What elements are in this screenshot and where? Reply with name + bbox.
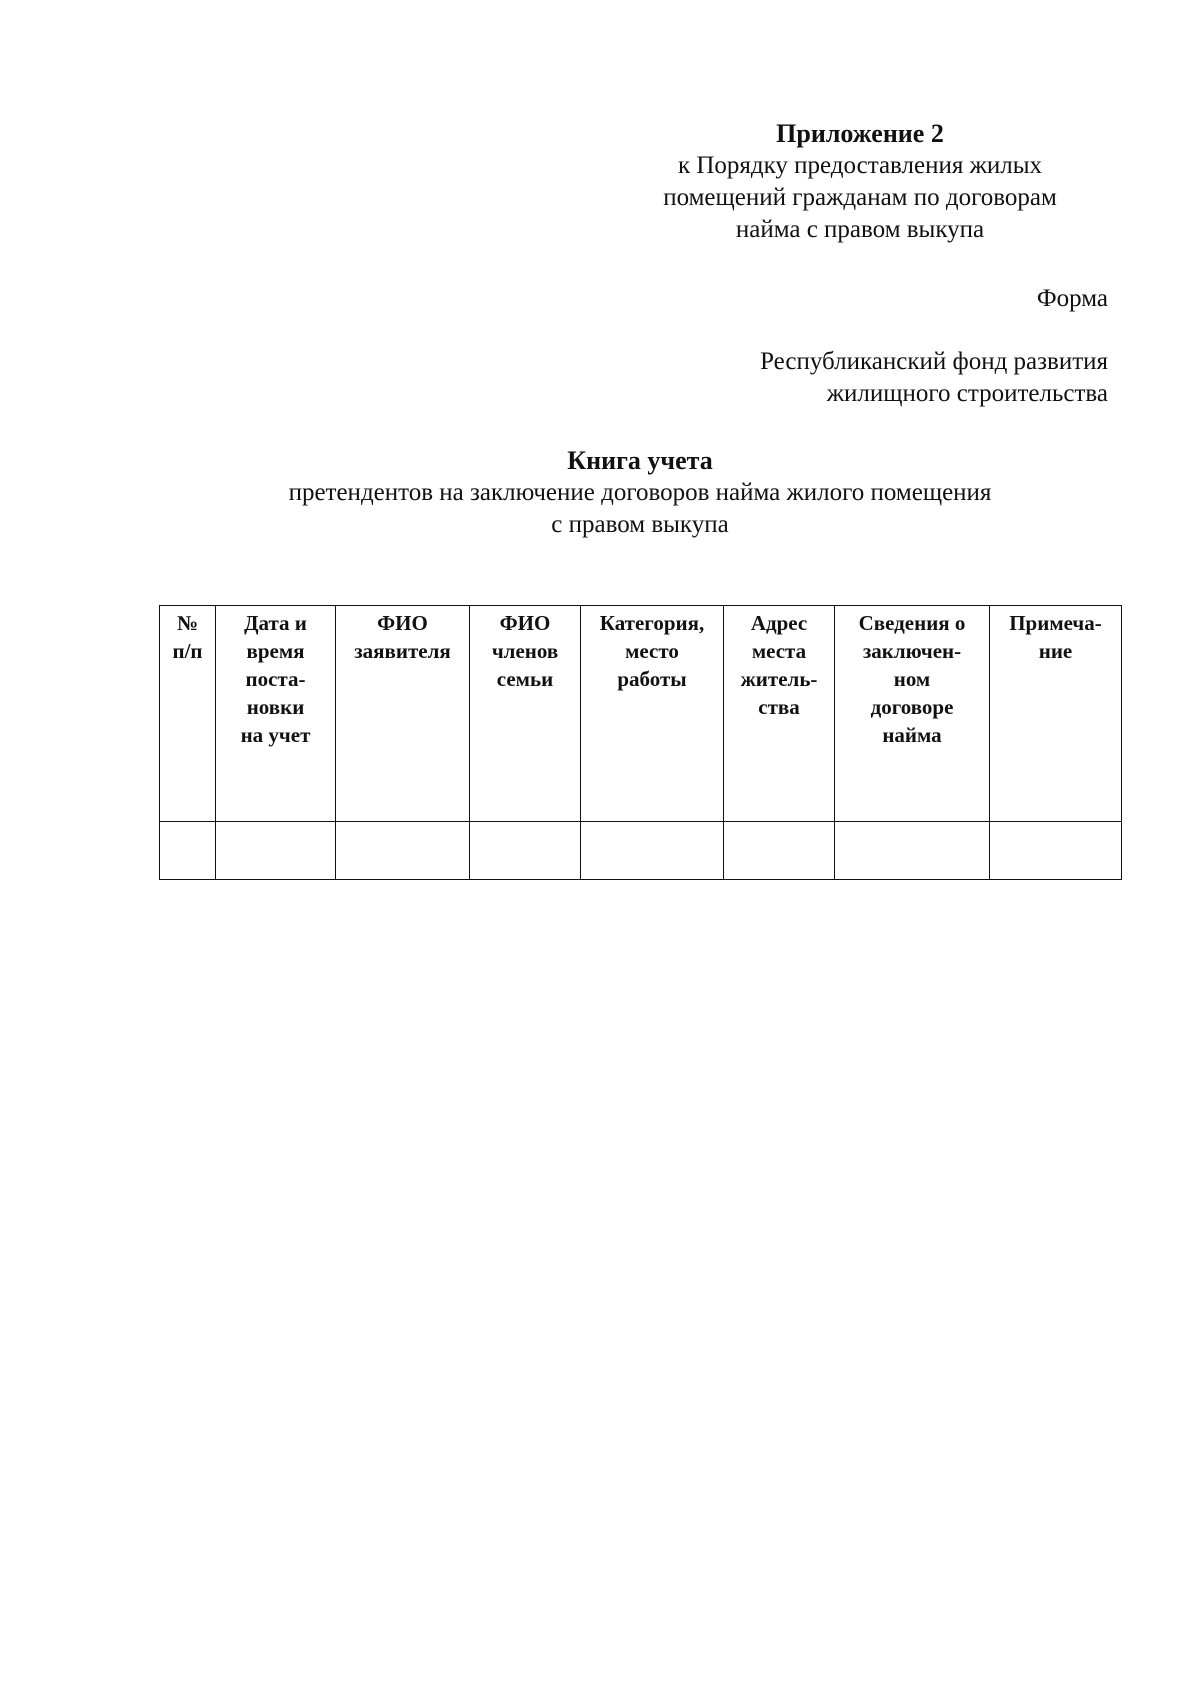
header-applicant-name: ФИО заявителя — [336, 606, 470, 822]
header-note: Примеча- ние — [990, 606, 1122, 822]
table-header-row — [160, 606, 1122, 822]
header-residence-address: Адрес места житель- ства — [724, 606, 835, 822]
appendix-header — [630, 118, 1090, 246]
organization-line: Республиканский фонд развития — [760, 348, 1108, 375]
table-cell — [336, 822, 470, 880]
header-registration-datetime: Дата и время поста- новки на учет — [216, 606, 336, 822]
organization-line: жилищного строительства — [826, 380, 1108, 407]
form-label: Форма — [1036, 285, 1108, 312]
book-title: Книга учета — [567, 446, 713, 475]
header-category-workplace: Категория, место работы — [581, 606, 724, 822]
table-cell — [990, 822, 1122, 880]
header-family-members: ФИО членов семьи — [470, 606, 581, 822]
table-cell — [835, 822, 990, 880]
table-cell — [216, 822, 336, 880]
table-cell — [581, 822, 724, 880]
registry-table — [159, 605, 1122, 880]
appendix-line: найма с правом выкупа — [735, 216, 985, 243]
table-cell — [160, 822, 216, 880]
book-subtitle-line: претендентов на заключение договоров найма жилого помещения — [288, 479, 992, 506]
table-cell — [724, 822, 835, 880]
appendix-line: помещений гражданам по договорам — [663, 184, 1057, 211]
book-heading — [160, 445, 1120, 541]
organization-name — [688, 346, 1108, 410]
appendix-title: Приложение 2 — [776, 119, 944, 148]
appendix-line: к Порядку предоставления жилых — [677, 152, 1043, 179]
table-cell — [470, 822, 581, 880]
table-row — [160, 822, 1122, 880]
header-number: № п/п — [160, 606, 216, 822]
book-subtitle-line: с правом выкупа — [551, 511, 729, 538]
header-contract-info: Сведения о заключен- ном договоре найма — [835, 606, 990, 822]
